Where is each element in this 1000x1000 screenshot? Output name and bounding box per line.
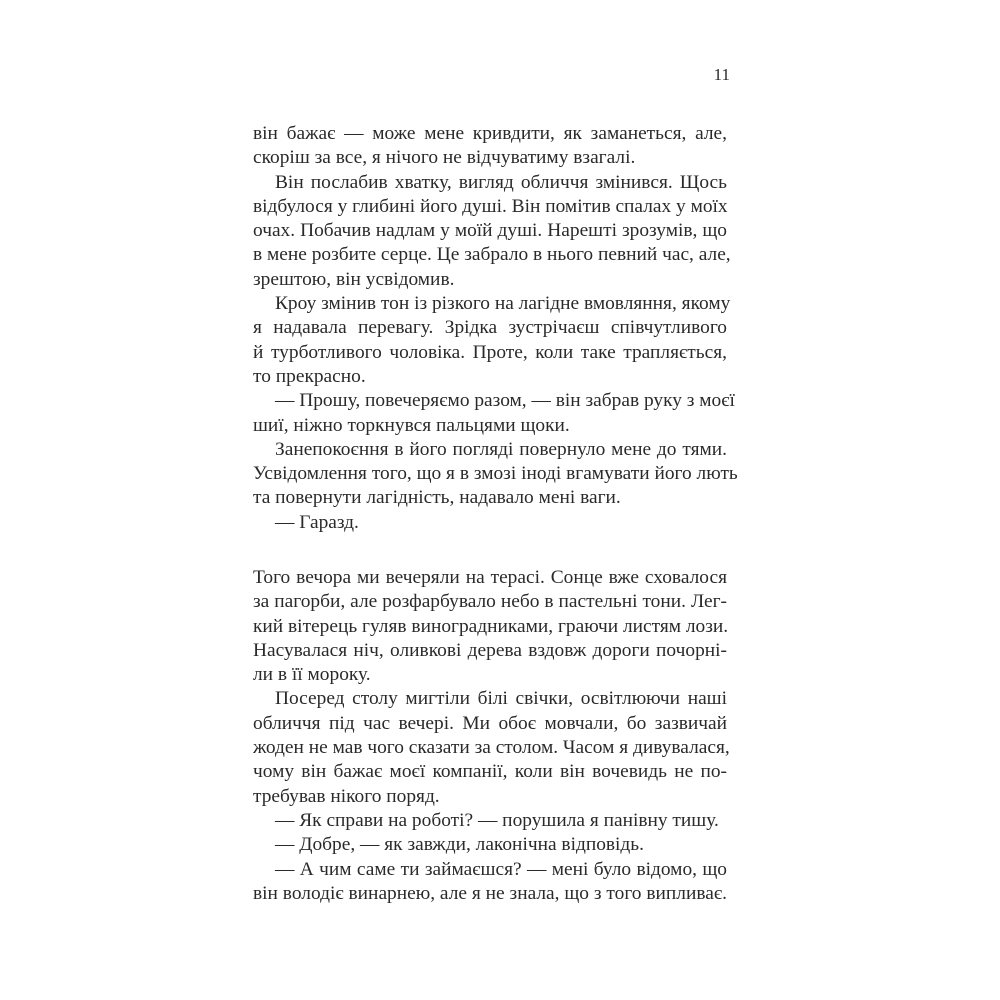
text-line: жоден не мав чого сказати за столом. Часом я дивувалася, bbox=[253, 737, 730, 759]
text-line: — Добре, — як завжди, лаконічна відповідь. bbox=[275, 834, 644, 856]
text-section-2 bbox=[253, 566, 730, 906]
text-line: требував нікого поряд. bbox=[253, 785, 440, 807]
text-line: Усвідомлення того, що я в змозі іноді вгамувати його лють bbox=[253, 463, 738, 485]
text-line: Насувалася ніч, оливкові дерева вздовж дороги почорні- bbox=[253, 639, 727, 661]
text-line: обличчя під час вечері. Ми обоє мовчали, бо зазвичай bbox=[253, 712, 727, 734]
text-line: — Прошу, повечеряємо разом, — він забрав руку з моєї bbox=[275, 390, 735, 412]
text-line: й турботливого чоловіка. Проте, коли таке трапляється, bbox=[253, 341, 727, 363]
text-line: очах. Побачив надлам у моїй душі. Нарешті зрозумів, що bbox=[253, 220, 727, 242]
text-line: — Як справи на роботі? — порушила я панівну тишу. bbox=[275, 809, 719, 831]
text-line: чому він бажає моєї компанії, коли він вочевидь не по- bbox=[253, 761, 727, 783]
text-line: шиї, ніжно торкнувся пальцями щоки. bbox=[253, 414, 570, 436]
text-line: Він послабив хватку, вигляд обличчя змінився. Щось bbox=[275, 171, 727, 193]
page-number: 11 bbox=[713, 65, 730, 84]
text-line: відбулося у глибині його душі. Він помітив спалах у моїх bbox=[253, 195, 728, 217]
text-line: за пагорби, але розфарбувало небо в пастельні тони. Лег- bbox=[253, 591, 727, 613]
text-line: Посеред столу мигтіли білі свічки, освітлюючи наші bbox=[275, 688, 727, 710]
text-line: зрештою, він усвідомив. bbox=[253, 268, 455, 290]
text-line: Кроу змінив тон із різкого на лагідне вмовляння, якому bbox=[275, 293, 731, 315]
text-line: скоріш за все, я нічого не відчуватиму взагалі. bbox=[253, 147, 636, 169]
text-line: в мене розбите серце. Це забрало в нього певний час, але, bbox=[253, 244, 731, 266]
text-line: — Гаразд. bbox=[275, 511, 359, 533]
text-line: кий вітерець гуляв виноградниками, граючи листям лози. bbox=[253, 615, 729, 637]
text-line: Занепокоєння в його погляді повернуло мене до тями. bbox=[275, 438, 727, 460]
text-line: я надавала перевагу. Зрідка зустрічаєш співчутливого bbox=[253, 317, 727, 339]
text-line: — А чим саме ти займаєшся? — мені було відомо, що bbox=[275, 858, 727, 880]
text-line: він бажає — може мене кривдити, як заманеться, але, bbox=[253, 123, 727, 144]
text-line: Того вечора ми вечеряли на терасі. Сонце вже сховалося bbox=[253, 567, 727, 588]
text-section-1 bbox=[253, 122, 738, 535]
text-line: він володіє винарнею, але я не знала, що з того випливає. bbox=[253, 882, 727, 904]
text-line: та повернути лагідність, надавало мені ваги. bbox=[253, 487, 621, 509]
text-line: ли в її мороку. bbox=[253, 664, 371, 686]
text-line: то прекрасно. bbox=[253, 365, 366, 387]
